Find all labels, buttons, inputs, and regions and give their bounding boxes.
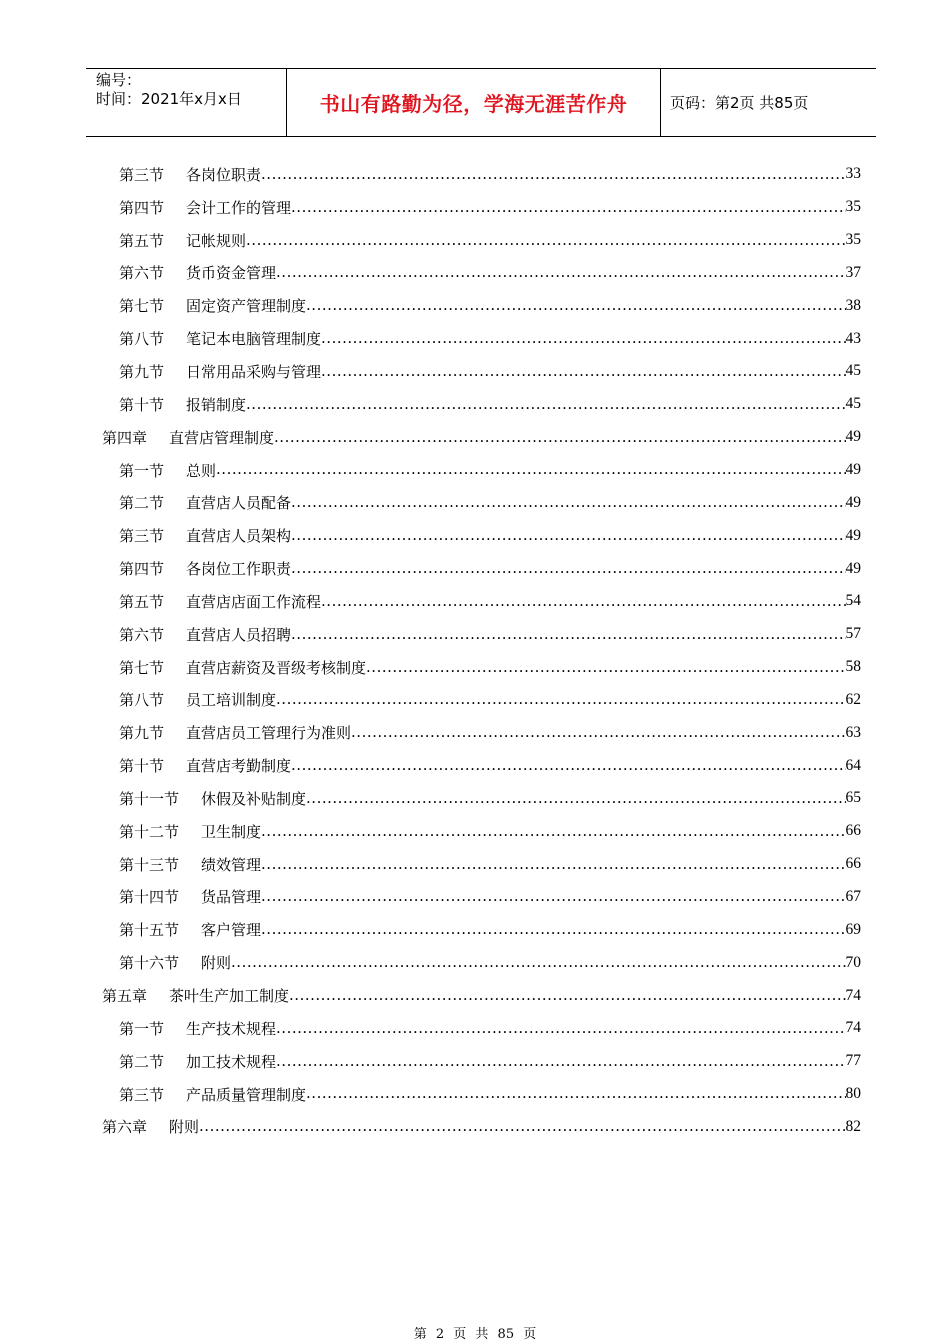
table-of-contents [0,158,950,1143]
toc-dot-leader [261,167,845,182]
toc-section-entry[interactable] [0,454,950,487]
toc-entry-title: 记帐规则 [186,231,247,250]
toc-entry-number: 第六节 [119,264,165,283]
toc-entry-number: 第六节 [119,625,165,644]
toc-entry-number: 第十四节 [119,888,180,907]
toc-entry-title: 报销制度 [186,395,247,414]
toc-entry-number: 第一节 [119,461,165,480]
toc-dot-leader [231,955,845,970]
toc-entry-page: 69 [845,920,861,938]
toc-entry-page: 65 [845,789,861,807]
toc-entry-page: 49 [845,526,861,544]
toc-entry-page: 43 [845,329,861,347]
toc-entry-number: 第四章 [102,428,148,447]
toc-chapter-entry[interactable] [0,979,950,1012]
toc-dot-leader [291,495,845,510]
toc-entry-page: 64 [845,756,861,774]
toc-entry-number: 第十二节 [119,822,180,841]
toc-entry-page: 70 [845,953,861,971]
toc-entry-page: 74 [845,1019,861,1037]
toc-entry-page: 49 [845,559,861,577]
toc-dot-leader [276,265,845,280]
toc-entry-title: 直营店考勤制度 [186,757,292,776]
toc-entry-number: 第十节 [119,395,165,414]
toc-entry-page: 49 [845,493,861,511]
toc-entry-page: 33 [845,165,861,183]
toc-dot-leader [261,889,845,904]
toc-section-entry[interactable] [0,355,950,388]
toc-section-entry[interactable] [0,322,950,355]
toc-entry-title: 各岗位职责 [186,165,262,184]
toc-entry-page: 37 [845,263,861,281]
toc-entry-title: 附则 [201,954,232,973]
toc-entry-page: 74 [845,986,861,1004]
toc-section-entry[interactable] [0,158,950,191]
toc-section-entry[interactable] [0,224,950,257]
toc-section-entry[interactable] [0,257,950,290]
toc-dot-leader [276,1021,845,1036]
toc-dot-leader [289,988,845,1003]
toc-dot-leader [306,1086,845,1101]
toc-entry-title: 直营店人员招聘 [186,625,292,644]
toc-dot-leader [321,331,845,346]
toc-entry-page: 38 [845,296,861,314]
toc-entry-number: 第四节 [119,560,165,579]
toc-section-entry[interactable] [0,191,950,224]
toc-section-entry[interactable] [0,585,950,618]
toc-section-entry[interactable] [0,519,950,552]
toc-entry-title: 日常用品采购与管理 [186,362,322,381]
toc-dot-leader [261,824,845,839]
toc-dot-leader [199,1119,845,1134]
toc-section-entry[interactable] [0,1012,950,1045]
toc-section-entry[interactable] [0,684,950,717]
toc-entry-number: 第十五节 [119,921,180,940]
toc-entry-number: 第三节 [119,527,165,546]
toc-dot-leader [351,725,845,740]
toc-section-entry[interactable] [0,1078,950,1111]
toc-entry-title: 绩效管理 [201,855,262,874]
toc-entry-title: 附则 [169,1118,200,1137]
toc-entry-title: 直营店管理制度 [169,428,275,447]
toc-entry-page: 57 [845,625,861,643]
toc-entry-title: 货币资金管理 [186,264,277,283]
toc-entry-number: 第三节 [119,165,165,184]
toc-entry-page: 67 [845,887,861,905]
header-motto: 书山有路勤为径，学海无涯苦作舟 [287,69,661,136]
toc-dot-leader [291,758,845,773]
toc-dot-leader [246,397,845,412]
toc-section-entry[interactable] [0,1045,950,1078]
toc-dot-leader [276,692,845,707]
toc-entry-page: 54 [845,592,861,610]
toc-section-entry[interactable] [0,815,950,848]
toc-entry-page: 66 [845,855,861,873]
toc-section-entry[interactable] [0,749,950,782]
toc-dot-leader [216,462,845,477]
toc-entry-page: 62 [845,690,861,708]
toc-section-entry[interactable] [0,486,950,519]
toc-entry-number: 第十三节 [119,855,180,874]
toc-entry-number: 第七节 [119,658,165,677]
toc-entry-title: 货品管理 [201,888,262,907]
toc-dot-leader [291,528,845,543]
toc-entry-page: 35 [845,231,861,249]
toc-dot-leader [261,857,845,872]
toc-entry-title: 笔记本电脑管理制度 [186,330,322,349]
toc-entry-number: 第八节 [119,330,165,349]
toc-section-entry[interactable] [0,782,950,815]
toc-entry-title: 卫生制度 [201,822,262,841]
toc-entry-page: 63 [845,723,861,741]
toc-section-entry[interactable] [0,946,950,979]
page-header [86,68,876,137]
toc-entry-number: 第七节 [119,297,165,316]
toc-entry-number: 第八节 [119,691,165,710]
toc-entry-page: 80 [845,1085,861,1103]
toc-entry-title: 员工培训制度 [186,691,277,710]
toc-entry-title: 会计工作的管理 [186,198,292,217]
toc-entry-title: 生产技术规程 [186,1019,277,1038]
toc-entry-title: 固定资产管理制度 [186,297,307,316]
toc-section-entry[interactable] [0,716,950,749]
toc-entry-title: 直营店员工管理行为准则 [186,724,352,743]
toc-entry-number: 第九节 [119,362,165,381]
toc-dot-leader [291,561,845,576]
toc-section-entry[interactable] [0,651,950,684]
toc-entry-page: 45 [845,362,861,380]
toc-section-entry[interactable] [0,881,950,914]
toc-dot-leader [366,660,845,675]
toc-dot-leader [291,200,845,215]
toc-entry-title: 各岗位工作职责 [186,560,292,579]
toc-dot-leader [321,364,845,379]
toc-dot-leader [276,1054,845,1069]
toc-section-entry[interactable] [0,552,950,585]
toc-entry-number: 第五章 [102,987,148,1006]
toc-dot-leader [321,594,845,609]
page-footer [0,1323,950,1342]
toc-entry-page: 77 [845,1052,861,1070]
toc-dot-leader [306,791,845,806]
toc-entry-page: 49 [845,461,861,479]
toc-entry-number: 第六章 [102,1118,148,1137]
toc-entry-page: 58 [845,658,861,676]
toc-entry-title: 直营店人员架构 [186,527,292,546]
toc-entry-title: 总则 [186,461,217,480]
toc-entry-page: 45 [845,395,861,413]
document-time-label: 时间：2021年x月x日 [96,90,242,108]
toc-chapter-entry[interactable] [0,421,950,454]
toc-entry-number: 第五节 [119,231,165,250]
toc-section-entry[interactable] [0,618,950,651]
toc-entry-number: 第九节 [119,724,165,743]
toc-entry-number: 第二节 [119,1052,165,1071]
toc-section-entry[interactable] [0,388,950,421]
toc-chapter-entry[interactable] [0,1110,950,1143]
toc-entry-title: 直营店人员配备 [186,494,292,513]
toc-entry-number: 第十一节 [119,789,180,808]
toc-entry-title: 直营店店面工作流程 [186,592,322,611]
toc-entry-page: 82 [845,1117,861,1135]
toc-entry-number: 第三节 [119,1085,165,1104]
header-meta [86,69,287,136]
toc-entry-number: 第十节 [119,757,165,776]
toc-dot-leader [246,233,845,248]
toc-entry-title: 休假及补贴制度 [201,789,307,808]
document-number-label: 编号： [96,71,142,89]
toc-entry-title: 产品质量管理制度 [186,1085,307,1104]
toc-dot-leader [261,922,845,937]
toc-entry-page: 49 [845,428,861,446]
toc-entry-page: 66 [845,822,861,840]
toc-entry-number: 第四节 [119,198,165,217]
footer-page-number: 第 2 页 共 85 页 [413,1327,537,1342]
toc-entry-number: 第二节 [119,494,165,513]
toc-dot-leader [274,430,845,445]
toc-entry-title: 茶叶生产加工制度 [169,987,290,1006]
toc-entry-number: 第一节 [119,1019,165,1038]
toc-dot-leader [291,627,845,642]
toc-entry-number: 第十六节 [119,954,180,973]
toc-section-entry[interactable] [0,848,950,881]
toc-section-entry[interactable] [0,913,950,946]
toc-entry-page: 35 [845,198,861,216]
toc-entry-title: 直营店薪资及晋级考核制度 [186,658,367,677]
toc-entry-number: 第五节 [119,592,165,611]
toc-section-entry[interactable] [0,289,950,322]
toc-entry-title: 加工技术规程 [186,1052,277,1071]
header-page-info: 页码：第2页 共85页 [670,94,809,112]
toc-entry-title: 客户管理 [201,921,262,940]
toc-dot-leader [306,298,845,313]
